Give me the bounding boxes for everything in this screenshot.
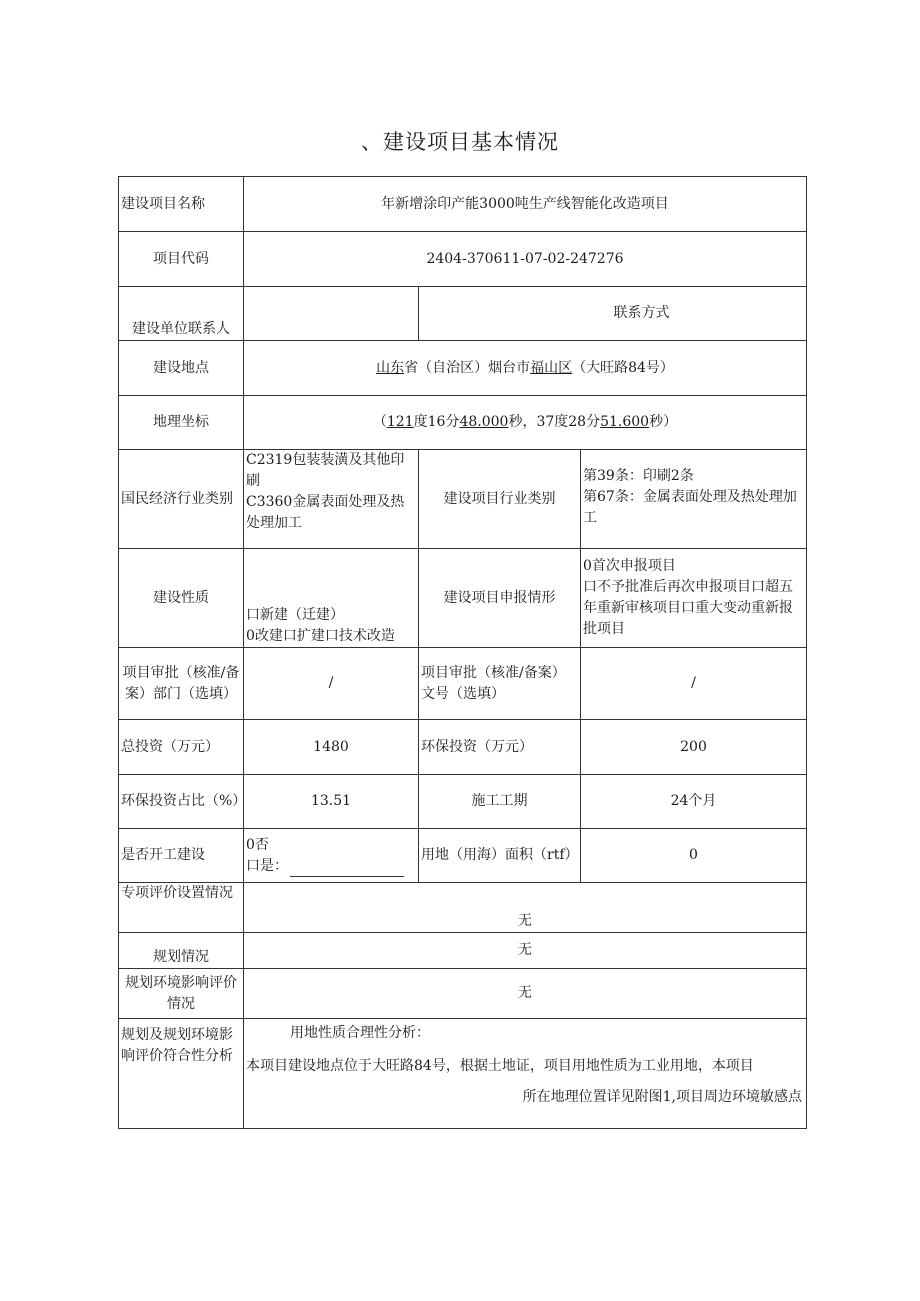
latitude-end: 秒）	[649, 414, 678, 430]
label-industry: 国民经济行业类别	[119, 450, 244, 549]
coord-open: （	[372, 414, 387, 430]
label-project-category: 建设项目行业类别	[419, 450, 581, 549]
row-started	[119, 829, 807, 883]
value-approval-dept: /	[244, 648, 419, 720]
industry-code-1: C2319包装装潢及其他印刷	[246, 452, 405, 489]
value-total-investment: 1480	[244, 720, 419, 775]
compliance-heading: 用地性质合理性分析：	[290, 1025, 430, 1041]
row-plan-env	[119, 969, 807, 1019]
label-plan-env: 规划环境影响评价情况	[119, 969, 244, 1019]
row-location	[119, 341, 807, 396]
label-project-name: 建设项目名称	[119, 177, 244, 232]
label-env-investment: 环保投资（万元）	[419, 720, 581, 775]
started-option-yes: 口是：	[246, 857, 288, 874]
row-project-name	[119, 177, 807, 232]
label-planning: 规划情况	[119, 933, 244, 969]
label-special-eval: 专项评价设置情况	[119, 883, 244, 933]
page-title: 、建设项目基本情况	[361, 130, 559, 154]
category-item-2: 第67条：金属表面处理及热处理加工	[583, 489, 797, 526]
label-approval-dept: 项目审批（核准/备案）部门（选填）	[119, 648, 244, 720]
row-investment	[119, 720, 807, 775]
row-contact	[119, 287, 807, 341]
nature-option-new: 口新建（迁建）	[246, 607, 344, 623]
industry-code-2: C3360金属表面处理及热处理加工	[246, 494, 405, 531]
row-approval	[119, 648, 807, 720]
label-approval-doc: 项目审批（核准/备案）文号（选填）	[419, 648, 581, 720]
province: 山东	[376, 359, 405, 376]
compliance-paragraph-1: 本项目建设地点位于大旺路84号，根据土地证，项目用地性质为工业用地，本项目	[246, 1058, 754, 1074]
label-compliance: 规划及规划环境影响评价符合性分析	[119, 1019, 244, 1129]
longitude-second: 48.000	[459, 414, 509, 430]
value-project-code: 2404-370611-07-02-247276	[244, 232, 807, 287]
project-info-table	[118, 176, 807, 1129]
longitude-degree: 121	[386, 414, 414, 430]
province-suffix: 省（自治区）烟台市	[404, 359, 531, 376]
row-ratio	[119, 775, 807, 829]
row-coordinates	[119, 396, 807, 450]
label-contact-person: 建设单位联系人	[119, 287, 244, 341]
label-started: 是否开工建设	[119, 829, 244, 883]
row-project-code	[119, 232, 807, 287]
compliance-paragraph-2: 所在地理位置详见附图1,项目周边环境敏感点	[522, 1089, 802, 1105]
apply-option-first: 0首次申报项目	[583, 558, 676, 574]
value-apply-case	[581, 549, 807, 648]
row-nature	[119, 549, 807, 648]
label-construction-period: 施工工期	[419, 775, 581, 829]
value-env-ratio: 13.51	[244, 775, 419, 829]
longitude-end: 秒，37度28分	[508, 414, 601, 430]
address: （大旺路84号）	[572, 359, 674, 376]
value-planning: 无	[244, 933, 807, 969]
value-project-name: 年新增涂印产能3000吨生产线智能化改造项目	[244, 177, 807, 232]
label-land-area: 用地（用海）面积（rtf）	[419, 829, 581, 883]
value-location	[244, 341, 807, 396]
label-total-investment: 总投资（万元）	[119, 720, 244, 775]
apply-option-other: 口不予批准后再次申报项目口超五年重新审核项目口重大变动重新报批项目	[583, 579, 793, 637]
label-nature: 建设性质	[119, 549, 244, 648]
label-contact-method: 联系方式	[419, 287, 807, 341]
value-approval-doc: /	[581, 648, 807, 720]
category-item-1: 第39条：印刷2条	[583, 468, 694, 484]
value-plan-env: 无	[244, 969, 807, 1019]
value-env-investment: 200	[581, 720, 807, 775]
label-location: 建设地点	[119, 341, 244, 396]
nature-option-rebuild: 0改建口扩建口技术改造	[246, 628, 395, 644]
started-date-blank	[290, 862, 404, 877]
row-special-eval	[119, 883, 807, 933]
value-project-category	[581, 450, 807, 549]
label-coordinates: 地理坐标	[119, 396, 244, 450]
started-option-no: 0否	[246, 836, 269, 853]
latitude-second: 51.600	[600, 414, 650, 430]
label-env-ratio: 环保投资占比（%）	[119, 775, 244, 829]
longitude-mid: 度16分	[413, 414, 460, 430]
row-planning	[119, 933, 807, 969]
value-special-eval: 无	[244, 883, 807, 933]
value-compliance	[244, 1019, 807, 1129]
label-apply-case: 建设项目申报情形	[419, 549, 581, 648]
value-nature	[244, 549, 419, 648]
value-land-area: 0	[581, 829, 807, 883]
value-construction-period: 24个月	[581, 775, 807, 829]
row-compliance	[119, 1019, 807, 1129]
value-coordinates	[244, 396, 807, 450]
row-industry	[119, 450, 807, 549]
value-industry	[244, 450, 419, 549]
label-project-code: 项目代码	[119, 232, 244, 287]
value-started	[244, 829, 419, 883]
district: 福山区	[530, 359, 573, 376]
value-contact-person	[244, 287, 419, 341]
